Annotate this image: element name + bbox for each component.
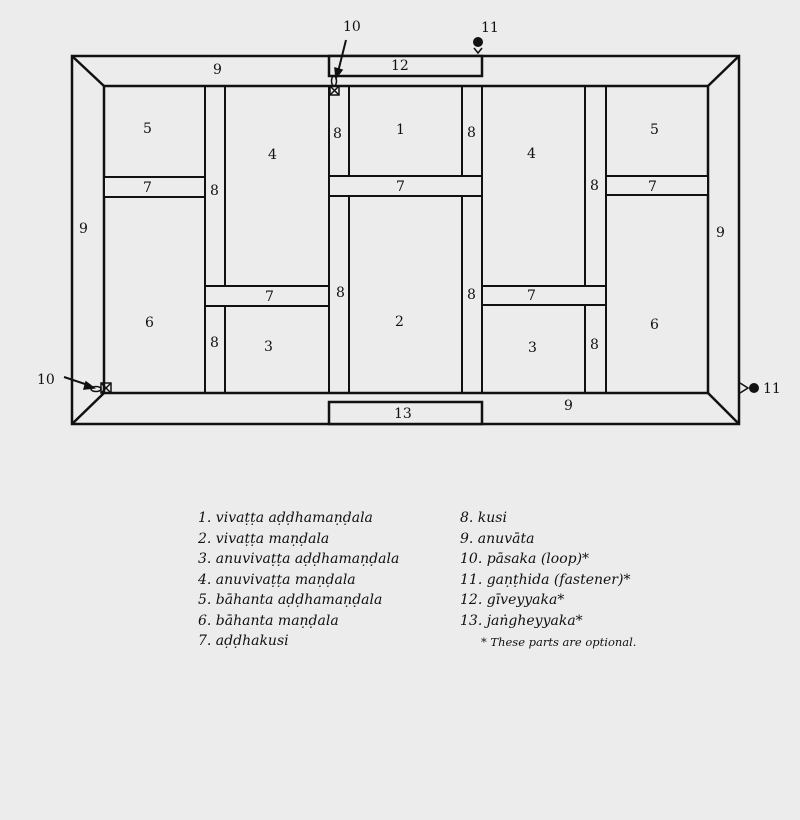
label-11-top: 11 — [481, 20, 499, 36]
horizontal-addhakusi-strips — [104, 176, 708, 306]
label-8-f: 8 — [467, 287, 476, 303]
label-10-bottom: 10 — [37, 372, 55, 388]
label-7-e: 7 — [527, 288, 536, 304]
legend-note: * These parts are optional. — [481, 635, 637, 649]
label-8-h: 8 — [590, 337, 599, 353]
label-7-d: 7 — [265, 289, 274, 305]
label-8-b: 8 — [467, 125, 476, 141]
legend-item: 10. pāsaka (loop)* — [460, 551, 590, 567]
outer-frame — [72, 56, 739, 424]
label-6-right: 6 — [650, 317, 659, 333]
label-4-right: 4 — [527, 146, 536, 162]
label-3-left: 3 — [264, 339, 273, 355]
legend-item: 3. anuvivaṭṭa aḍḍhamaṇḍala — [198, 551, 400, 567]
label-8-a: 8 — [333, 126, 342, 142]
label-11-right: 11 — [763, 381, 781, 397]
label-10-top: 10 — [343, 19, 361, 35]
label-7-b: 7 — [396, 179, 405, 195]
label-1: 1 — [396, 122, 405, 138]
label-5-right: 5 — [650, 122, 659, 138]
label-9-bottom: 9 — [564, 398, 573, 414]
label-8-d: 8 — [590, 178, 599, 194]
label-9-right: 9 — [716, 225, 725, 241]
legend-item: 7. aḍḍhakusi — [198, 633, 289, 649]
label-8-g: 8 — [210, 335, 219, 351]
legend-item: 13. jaṅgheyyaka* — [460, 612, 583, 629]
legend-left — [198, 508, 399, 652]
label-3-right: 3 — [528, 340, 537, 356]
label-2: 2 — [395, 314, 404, 330]
label-12: 12 — [391, 58, 409, 74]
legend-item: 12. gīveyyaka* — [460, 592, 565, 608]
label-7-a: 7 — [143, 180, 152, 196]
label-6-left: 6 — [145, 315, 154, 331]
label-9-left: 9 — [79, 221, 88, 237]
legend-item: 2. vivaṭṭa maṇḍala — [198, 530, 330, 547]
legend-right — [460, 508, 630, 631]
label-7-c: 7 — [648, 179, 657, 195]
legend-item: 5. bāhanta aḍḍhamaṇḍala — [198, 592, 383, 608]
fastener-right — [740, 383, 759, 393]
label-13: 13 — [394, 406, 412, 422]
label-8-e: 8 — [336, 285, 345, 301]
optional-panels — [329, 56, 482, 424]
label-8-c: 8 — [210, 183, 219, 199]
label-5-left: 5 — [143, 121, 152, 137]
fastener-top — [473, 37, 483, 53]
legend-item: 9. anuvāta — [460, 530, 535, 547]
legend-item: 11. gaṇṭhida (fastener)* — [460, 571, 631, 588]
legend-item: 1. vivaṭṭa aḍḍhamaṇḍala — [198, 510, 373, 526]
legend-item: 8. kusi — [460, 510, 507, 526]
label-9-top: 9 — [213, 62, 222, 78]
label-4-left: 4 — [268, 147, 277, 163]
legend-item: 4. anuvivaṭṭa maṇḍala — [198, 571, 356, 588]
legend-item: 6. bāhanta maṇḍala — [198, 612, 339, 629]
